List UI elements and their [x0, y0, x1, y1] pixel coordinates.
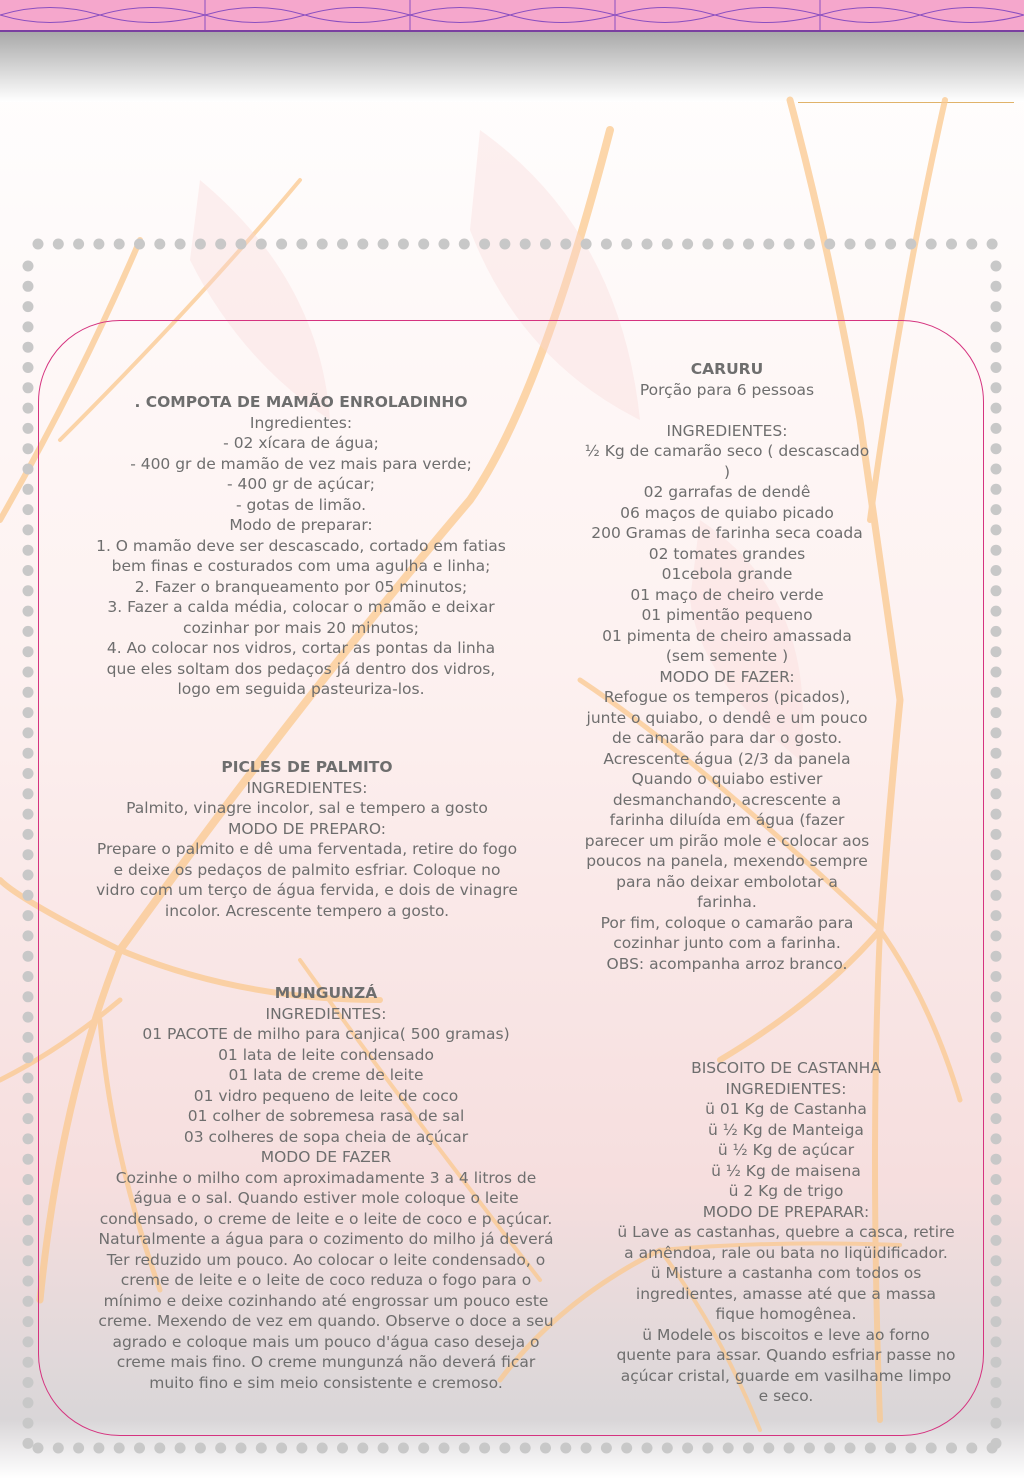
frame-dot	[23, 484, 34, 495]
frame-dot	[621, 1443, 632, 1454]
frame-dot	[23, 1418, 34, 1429]
frame-dot	[991, 443, 1002, 454]
recipe-line: - 400 gr de açúcar;	[227, 475, 375, 493]
recipe-mungunza	[96, 983, 556, 1393]
recipe-compota-de-mamao	[96, 392, 506, 700]
frame-dot	[23, 646, 34, 657]
frame-dot	[23, 809, 34, 820]
frame-dot	[23, 301, 34, 312]
recipe-line: - 400 gr de mamão de vez mais para verde;	[130, 454, 472, 473]
recipe-line: ü 01 Kg de Castanha	[705, 1100, 867, 1118]
frame-dot	[804, 1443, 815, 1454]
recipe-line: 06 maços de quiabo picado	[620, 503, 834, 522]
frame-dot	[991, 321, 1002, 332]
frame-dot	[723, 1443, 734, 1454]
recipe-line: Cozinhe o milho com aproximadamente 3 a 4 litros de água e o sal. Quando estiver mole coloque o leite condensado, o creme de leite e o leite de coco e p açúcar. Naturalmente a água para o cozimento do milho já deverá Ter reduzido um pouco. Ao colocar o leite condensado, o creme de leite e o leite de coco reduza o fogo para o mínimo e deixe cozinhando até engrossar um pouco este creme. Mexendo de vez em quando. Observe o doce a seu agrado e coloque mais um pouco d'água caso deseja o creme mais fino. O creme mungunzá não deverá ficar muito fino e sim meio consistente e cremoso.	[98, 1168, 554, 1392]
frame-dot	[23, 464, 34, 475]
frame-dot	[175, 1443, 186, 1454]
frame-dot	[991, 565, 1002, 576]
frame-dot	[991, 646, 1002, 657]
frame-dot	[966, 1443, 977, 1454]
frame-dot	[439, 1443, 450, 1454]
frame-dot	[23, 423, 34, 434]
frame-dot	[991, 1215, 1002, 1226]
frame-dot	[946, 239, 957, 250]
frame-dot	[784, 239, 795, 250]
frame-dot	[642, 1443, 653, 1454]
frame-dot	[581, 1443, 592, 1454]
frame-dot	[23, 1113, 34, 1124]
recipe-line: INGREDIENTES:	[265, 1004, 387, 1023]
frame-dot	[23, 910, 34, 921]
recipe-line: Modo de preparar:	[229, 516, 373, 534]
frame-dot	[23, 362, 34, 373]
frame-dot	[23, 321, 34, 332]
recipe-title: MUNGUNZÁ	[274, 984, 378, 1002]
frame-dot	[991, 342, 1002, 353]
frame-dot	[520, 1443, 531, 1454]
recipe-line: 02 garrafas de dendê	[643, 483, 811, 501]
frame-dot	[723, 239, 734, 250]
frame-dot	[398, 239, 409, 250]
frame-dot	[378, 239, 389, 250]
frame-dot	[134, 239, 145, 250]
frame-dot	[23, 1032, 34, 1043]
frame-dot	[662, 1443, 673, 1454]
recipe-line: Prepare o palmito e dê uma ferventada, retire do fogo e deixe os pedaços de palmito esfriar. Coloque no vidro com um terço de água fervida, e dois de vinagre incolor. Acrescente tempero a gosto.	[96, 840, 518, 920]
frame-dot	[23, 545, 34, 556]
frame-dot	[991, 1113, 1002, 1124]
frame-dot	[991, 707, 1002, 718]
frame-dot	[991, 1174, 1002, 1185]
recipe-title: PICLES DE PALMITO	[221, 758, 393, 776]
frame-dot	[743, 1443, 754, 1454]
frame-dot	[991, 301, 1002, 312]
frame-dot	[23, 971, 34, 982]
recipe-line: 01 PACOTE de milho para canjica( 500 gramas)	[142, 1025, 510, 1043]
frame-dot	[824, 1443, 835, 1454]
frame-dot	[540, 1443, 551, 1454]
frame-dot	[991, 1032, 1002, 1043]
frame-dot	[991, 667, 1002, 678]
frame-dot	[23, 1215, 34, 1226]
frame-dot	[195, 239, 206, 250]
recipe-line: Quando o quiabo estiver desmanchando, acrescente a farinha diluída em água (fazer parecer um pirão mole e colocar aos poucos na panela, mexendo sempre para não deixar embolotar a farinha.	[584, 770, 870, 911]
frame-dot	[991, 768, 1002, 779]
recipe-line: OBS: acompanha arroz branco.	[606, 954, 848, 973]
recipe-line: Palmito, vinagre incolor, sal e tempero a gosto	[126, 799, 488, 817]
recipe-line: Porção para 6 pessoas	[639, 380, 815, 399]
frame-dot	[601, 239, 612, 250]
frame-dot	[23, 930, 34, 941]
frame-dot	[991, 971, 1002, 982]
frame-dot	[398, 1443, 409, 1454]
frame-dot	[23, 342, 34, 353]
frame-dot	[991, 464, 1002, 475]
frame-dot	[991, 1133, 1002, 1144]
frame-dot	[23, 1336, 34, 1347]
frame-dot	[23, 382, 34, 393]
frame-dot	[93, 239, 104, 250]
frame-dot	[23, 768, 34, 779]
recipe-caruru	[584, 359, 870, 974]
frame-dot	[378, 1443, 389, 1454]
recipe-line: MODO DE PREPARAR:	[702, 1202, 870, 1221]
frame-dot	[23, 1235, 34, 1246]
frame-dot	[991, 930, 1002, 941]
frame-dot	[23, 829, 34, 840]
frame-dot	[621, 239, 632, 250]
frame-dot	[23, 1255, 34, 1266]
recipe-line: ü Modele os biscoitos e leve ao forno quente para assar. Quando esfriar passe no açúcar cristal, guarde em vasilhame limpo e seco.	[616, 1325, 956, 1405]
recipe-line: ½ Kg de camarão seco ( descascado )	[584, 442, 870, 481]
frame-dot	[991, 991, 1002, 1002]
frame-dot	[991, 524, 1002, 535]
frame-dot	[23, 727, 34, 738]
recipe-line: 03 colheres de sopa cheia de açúcar	[183, 1127, 469, 1146]
frame-dot	[499, 1443, 510, 1454]
frame-dot	[991, 748, 1002, 759]
frame-dot	[23, 1194, 34, 1205]
recipe-line: 01 lata de creme de leite	[228, 1066, 424, 1084]
frame-dot	[991, 951, 1002, 962]
frame-dot	[23, 788, 34, 799]
frame-dot	[991, 606, 1002, 617]
frame-dot	[991, 910, 1002, 921]
frame-dot	[763, 1443, 774, 1454]
frame-dot	[215, 1443, 226, 1454]
frame-dot	[114, 239, 125, 250]
frame-dot	[991, 727, 1002, 738]
frame-dot	[499, 239, 510, 250]
frame-dot	[23, 1154, 34, 1165]
frame-dot	[276, 1443, 287, 1454]
recipe-line: 1. O mamão deve ser descascado, cortado em fatias bem finas e costurados com uma agulha e linha;	[96, 536, 506, 575]
recipe-line: 02 tomates grandes	[648, 544, 806, 563]
frame-dot	[991, 504, 1002, 515]
recipe-line: 01 pimenta de cheiro amassada (sem semente )	[602, 626, 852, 665]
recipe-biscoito-de-castanha	[615, 1058, 957, 1407]
recipe-line	[584, 400, 870, 421]
recipe-line: Por fim, coloque o camarão para cozinhar junto com a farinha.	[600, 913, 854, 952]
frame-dot	[991, 1438, 1002, 1449]
frame-dot	[540, 239, 551, 250]
frame-dot	[23, 667, 34, 678]
frame-dot	[337, 239, 348, 250]
recipe-line: 01cebola grande	[661, 565, 793, 583]
frame-dot	[418, 239, 429, 250]
frame-dot	[991, 1235, 1002, 1246]
frame-dot	[865, 1443, 876, 1454]
frame-dot	[479, 239, 490, 250]
recipe-line: MODO DE FAZER:	[659, 667, 795, 686]
frame-dot	[991, 1052, 1002, 1063]
frame-dot	[991, 829, 1002, 840]
frame-dot	[905, 1443, 916, 1454]
frame-dot	[560, 239, 571, 250]
recipe-line: INGREDIENTES:	[246, 778, 368, 797]
frame-dot	[991, 849, 1002, 860]
recipe-line: ü ½ Kg de Manteiga	[708, 1120, 864, 1139]
frame-dot	[966, 239, 977, 250]
frame-dot	[256, 239, 267, 250]
recipe-line: 01 vidro pequeno de leite de coco	[193, 1086, 459, 1105]
frame-dot	[991, 1377, 1002, 1388]
frame-dot	[256, 1443, 267, 1454]
frame-dot	[23, 1438, 34, 1449]
frame-dot	[23, 281, 34, 292]
frame-dot	[987, 239, 998, 250]
frame-dot	[991, 1093, 1002, 1104]
frame-dot	[520, 239, 531, 250]
frame-dot	[154, 239, 165, 250]
frame-dot	[175, 239, 186, 250]
frame-dot	[23, 403, 34, 414]
frame-dot	[926, 1443, 937, 1454]
frame-dot	[845, 239, 856, 250]
frame-dot	[991, 1194, 1002, 1205]
recipe-line: - gotas de limão.	[235, 495, 367, 514]
frame-dot	[134, 1443, 145, 1454]
frame-dot	[581, 239, 592, 250]
frame-dot	[885, 1443, 896, 1454]
frame-dot	[23, 1012, 34, 1023]
frame-dot	[215, 239, 226, 250]
recipe-line: Acrescente água (2/3 da panela	[603, 749, 851, 768]
frame-dot	[845, 1443, 856, 1454]
frame-dot	[459, 1443, 470, 1454]
recipe-line: ü 2 Kg de trigo	[728, 1182, 844, 1200]
recipe-line: 01 lata de leite condensado	[218, 1045, 434, 1064]
frame-dot	[991, 1336, 1002, 1347]
frame-dot	[702, 1443, 713, 1454]
frame-dot	[23, 524, 34, 535]
frame-dot	[317, 239, 328, 250]
frame-dot	[418, 1443, 429, 1454]
frame-dot	[357, 1443, 368, 1454]
recipe-line: 2. Fazer o branqueamento por 05 minutos;	[134, 577, 468, 596]
frame-dot	[236, 1443, 247, 1454]
frame-dot	[804, 239, 815, 250]
frame-dot	[763, 239, 774, 250]
frame-dot	[33, 239, 44, 250]
frame-dot	[991, 687, 1002, 698]
frame-dot	[991, 281, 1002, 292]
frame-dot	[53, 239, 64, 250]
frame-dot	[276, 239, 287, 250]
recipe-line: ü Lave as castanhas, quebre a casca, retire a amêndoa, rale ou bata no liqüidificador.	[617, 1223, 955, 1262]
recipe-line: INGREDIENTES:	[666, 421, 788, 440]
frame-dot	[946, 1443, 957, 1454]
frame-dot	[991, 1357, 1002, 1368]
recipe-title: . COMPOTA DE MAMÃO ENROLADINHO	[134, 393, 468, 411]
frame-dot	[23, 1276, 34, 1287]
frame-dot	[23, 261, 34, 272]
recipe-picles-de-palmito	[96, 757, 518, 921]
recipe-line: MODO DE PREPARO:	[227, 819, 387, 838]
recipe-line: 3. Fazer a calda média, colocar o mamão e deixar cozinhar por mais 20 minutos;	[107, 598, 495, 637]
recipe-line: Ingredientes:	[249, 413, 353, 432]
frame-dot	[743, 239, 754, 250]
recipe-title: BISCOITO DE CASTANHA	[691, 1059, 881, 1077]
frame-dot	[114, 1443, 125, 1454]
frame-dot	[991, 1397, 1002, 1408]
frame-dot	[439, 239, 450, 250]
frame-dot	[991, 585, 1002, 596]
frame-dot	[23, 1052, 34, 1063]
frame-dot	[33, 1443, 44, 1454]
recipe-line: - 02 xícara de água;	[223, 434, 379, 452]
frame-dot	[23, 626, 34, 637]
recipe-title: CARURU	[690, 360, 764, 378]
frame-dot	[784, 1443, 795, 1454]
frame-dot	[479, 1443, 490, 1454]
frame-dot	[991, 870, 1002, 881]
frame-dot	[23, 1073, 34, 1084]
frame-dot	[23, 565, 34, 576]
frame-dot	[991, 1255, 1002, 1266]
frame-dot	[991, 261, 1002, 272]
frame-dot	[337, 1443, 348, 1454]
frame-dot	[23, 606, 34, 617]
frame-dot	[905, 239, 916, 250]
frame-dot	[991, 382, 1002, 393]
frame-dot	[23, 1174, 34, 1185]
frame-dot	[991, 890, 1002, 901]
frame-dot	[23, 991, 34, 1002]
recipe-line: 01 colher de sobremesa rasa de sal	[187, 1107, 465, 1125]
frame-dot	[195, 1443, 206, 1454]
frame-dot	[642, 239, 653, 250]
frame-dot	[23, 443, 34, 454]
frame-dot	[991, 788, 1002, 799]
frame-dot	[601, 1443, 612, 1454]
frame-dot	[93, 1443, 104, 1454]
recipe-line: 01 pimentão pequeno	[641, 606, 813, 624]
frame-dot	[991, 1316, 1002, 1327]
recipe-line: Refogue os temperos (picados), junte o quiabo, o dendê e um pouco de camarão para dar o gosto.	[586, 688, 868, 747]
frame-dot	[991, 1012, 1002, 1023]
frame-dot	[317, 1443, 328, 1454]
frame-dot	[23, 1133, 34, 1144]
frame-dot	[662, 239, 673, 250]
frame-dot	[991, 484, 1002, 495]
frame-dot	[824, 239, 835, 250]
frame-dot	[23, 951, 34, 962]
frame-dot	[560, 1443, 571, 1454]
frame-dot	[23, 1093, 34, 1104]
frame-dot	[991, 1073, 1002, 1084]
frame-dot	[23, 849, 34, 860]
frame-dot	[682, 1443, 693, 1454]
frame-dot	[991, 362, 1002, 373]
frame-dot	[991, 403, 1002, 414]
frame-dot	[23, 1397, 34, 1408]
frame-dot	[991, 1418, 1002, 1429]
frame-dot	[296, 239, 307, 250]
frame-dot	[991, 1276, 1002, 1287]
recipe-line: MODO DE FAZER	[260, 1148, 392, 1166]
frame-dot	[23, 1296, 34, 1307]
frame-dot	[991, 423, 1002, 434]
recipe-line: 200 Gramas de farinha seca coada	[591, 524, 863, 542]
recipe-line: 01 maço de cheiro verde	[630, 585, 824, 604]
frame-dot	[23, 870, 34, 881]
frame-dot	[926, 239, 937, 250]
frame-dot	[23, 1357, 34, 1368]
frame-dot	[991, 1296, 1002, 1307]
frame-dot	[154, 1443, 165, 1454]
frame-dot	[236, 239, 247, 250]
frame-dot	[885, 239, 896, 250]
frame-dot	[23, 1377, 34, 1388]
frame-dot	[357, 239, 368, 250]
recipe-line: ü ½ Kg de açúcar	[717, 1141, 855, 1159]
frame-dot	[23, 707, 34, 718]
frame-dot	[459, 239, 470, 250]
frame-dot	[682, 239, 693, 250]
recipe-line: ü Misture a castanha com todos os ingredientes, amasse até que a massa fique homogênea.	[635, 1264, 937, 1323]
frame-dot	[53, 1443, 64, 1454]
frame-dot	[23, 687, 34, 698]
recipe-line: INGREDIENTES:	[725, 1079, 847, 1098]
recipe-line: 4. Ao colocar nos vidros, cortar as pontas da linha que eles soltam dos pedaços já dentro dos vidros, logo em seguida pasteuriza-los.	[106, 639, 496, 698]
frame-dot	[991, 626, 1002, 637]
recipe-line: ü ½ Kg de maisena	[711, 1161, 861, 1180]
frame-dot	[296, 1443, 307, 1454]
frame-dot	[991, 545, 1002, 556]
frame-dot	[23, 1316, 34, 1327]
frame-dot	[991, 809, 1002, 820]
frame-dot	[991, 1154, 1002, 1165]
frame-dot	[23, 585, 34, 596]
frame-dot	[865, 239, 876, 250]
frame-dot	[73, 239, 84, 250]
frame-dot	[73, 1443, 84, 1454]
frame-dot	[23, 748, 34, 759]
frame-dot	[23, 890, 34, 901]
frame-dot	[702, 239, 713, 250]
frame-dot	[23, 504, 34, 515]
